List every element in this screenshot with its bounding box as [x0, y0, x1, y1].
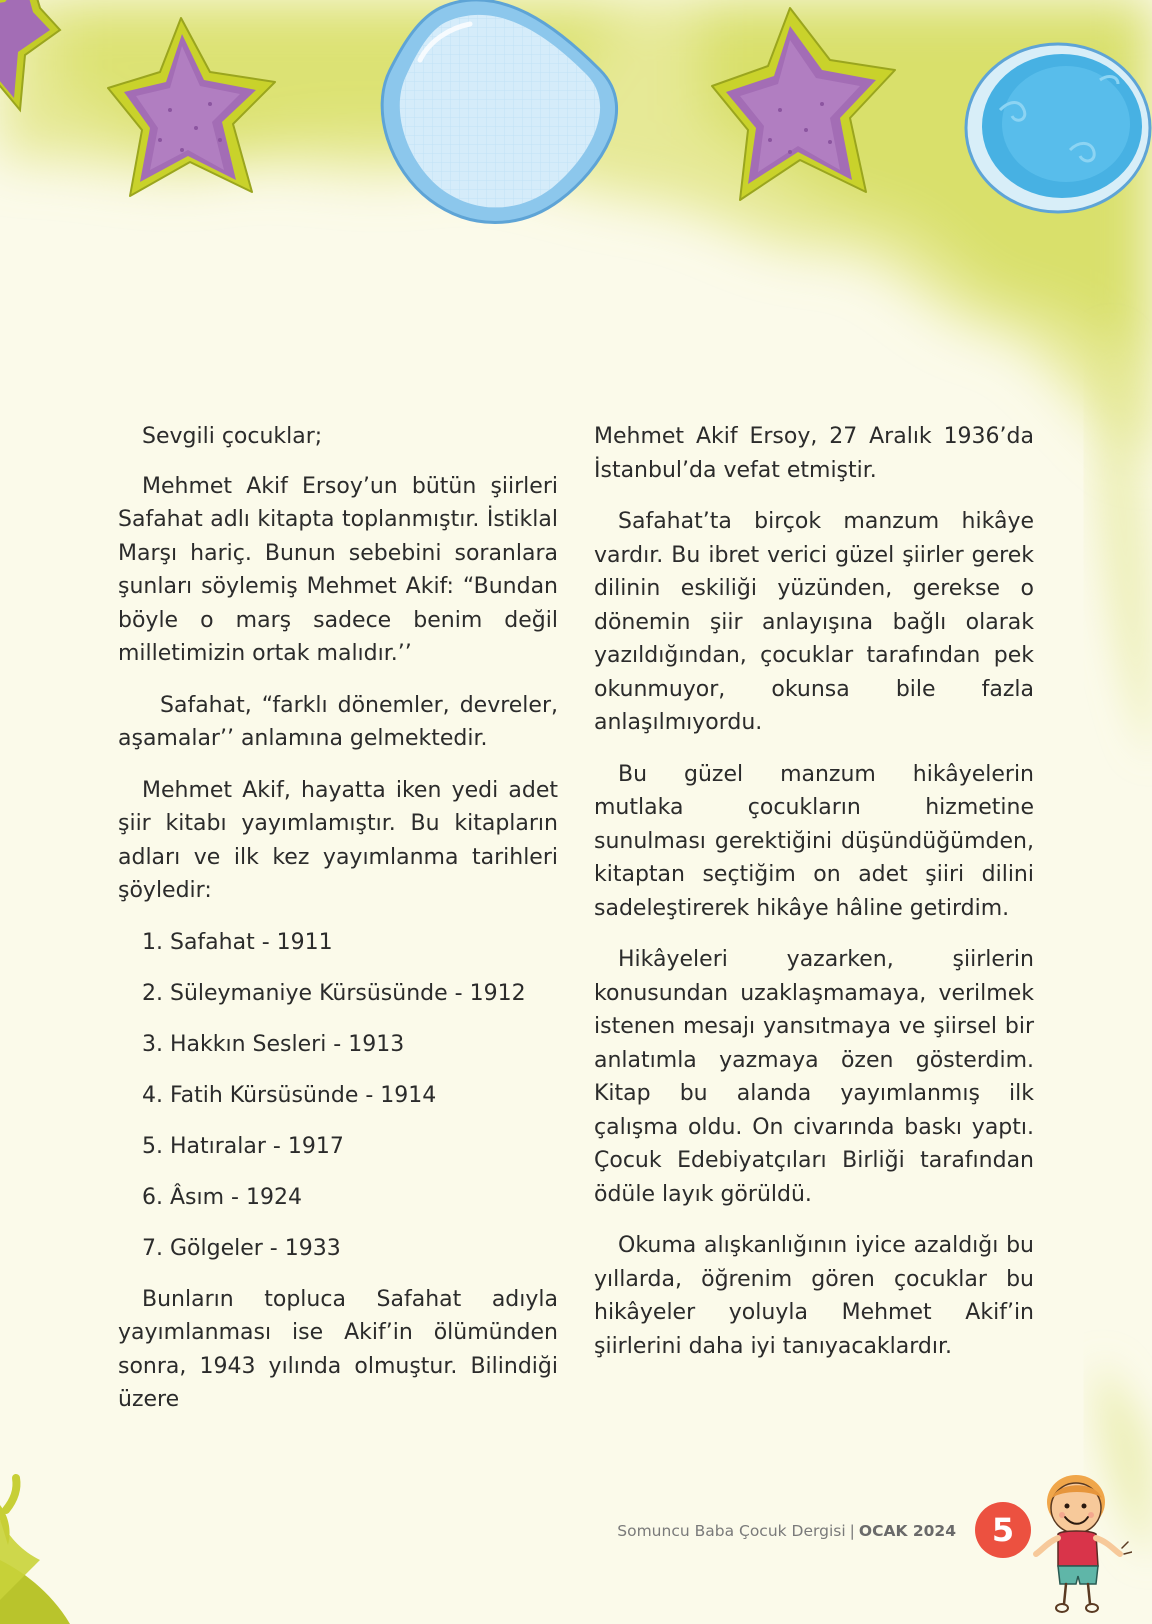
page-number: 5 — [975, 1502, 1031, 1558]
paragraph: Hikâyeleri yazarken, şiirlerin konusundan uzaklaşmamaya, verilmek istenen mesajı yansıtmaya ve şiirsel bir anlatımla yazmaya özen gösterdim. Kitap bu alanda yayımlanmış ilk çalışma oldu. On civarında baskı yaptı. Çocuk Edebiyatçıları Birliği tarafından ödüle layık görüldü. — [594, 947, 1034, 1207]
paragraph: Safahat, “farklı dönemler, devreler, aşamalar’’ anlamına gelmektedir. — [118, 692, 558, 751]
blue-circle-pool-icon — [966, 44, 1150, 212]
paragraph: Safahat’ta birçok manzum hikâye vardır. Bu ibret verici güzel şiirler gerek dilinin eskiliği yüzünden, gerekse o dönemin şiir anlayışına bağlı olarak yazıldığından, çocuklar tarafından pek okunmuyor, okunsa bile fazla anlaşılmıyordu. — [594, 509, 1034, 735]
paragraph: Okuma alışkanlığının iyice azaldığı bu yıllarda, öğrenim gören çocuklar bu hikâyeler yoluyla Mehmet Akif’in şiirlerini daha iyi tanıyacaklardır. — [594, 1233, 1034, 1359]
issue-date: OCAK 2024 — [858, 1522, 956, 1540]
book-list — [118, 926, 558, 1266]
greeting: Sevgili çocuklar; — [142, 424, 323, 449]
list-item: 7. Gölgeler - 1933 — [142, 1235, 341, 1261]
list-item: 6. Âsım - 1924 — [142, 1184, 302, 1210]
paragraph: Mehmet Akif, hayatta iken yedi adet şiir kitabı yayımlamıştır. Bu kitapların adları ve ilk kez yayımlanma tarihleri şöyledir: — [118, 777, 558, 903]
paragraph: Bunların topluca Safahat adıyla yayımlanması ise Akif’in ölümünden sonra, 1943 yılında olmuştur. Bilindiği üzere — [118, 1286, 558, 1412]
footer-separator: | — [849, 1522, 855, 1540]
paragraph: Bu güzel manzum hikâyelerin mutlaka çocukların hizmetine sunulması gerektiğini düşündüğümden, kitaptan seçtiğim on adet şiiri dilini sadeleştirerek hikâye hâline getirdim. — [594, 761, 1034, 921]
page-footer — [560, 1522, 956, 1540]
magazine-name: Somuncu Baba Çocuk Dergisi — [617, 1522, 846, 1540]
boy-mascot-icon — [1022, 1472, 1132, 1624]
left-column — [118, 420, 558, 1435]
list-item: 4. Fatih Kürsüsünde - 1914 — [142, 1082, 437, 1108]
list-item: 2. Süleymaniye Kürsüsünde - 1912 — [142, 980, 526, 1006]
leaf-corner — [0, 1478, 70, 1624]
list-item: 5. Hatıralar - 1917 — [142, 1133, 344, 1159]
paragraph: Mehmet Akif Ersoy’un bütün şiirleri Safahat adlı kitapta toplanmıştır. İstiklal Marşı hariç. Bunun sebebini soranlara şunları söylemiş Mehmet Akif: “Bundan böyle o marş sadece benim değil milletimizin ortak malıdır.’’ — [118, 473, 558, 666]
right-column — [594, 420, 1034, 1381]
list-item: 3. Hakkın Sesleri - 1913 — [142, 1031, 405, 1057]
list-item: 1. Safahat - 1911 — [142, 929, 333, 955]
watercolor-wash-right — [1095, 330, 1152, 1560]
paragraph: Mehmet Akif Ersoy, 27 Aralık 1936’da İstanbul’da vefat etmiştir. — [594, 424, 1034, 483]
